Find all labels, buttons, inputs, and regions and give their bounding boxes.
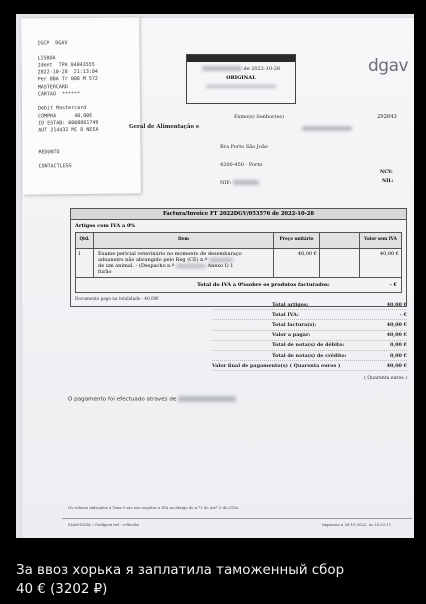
receipt-line: AUT 214432 MC D NEEA bbox=[38, 126, 99, 134]
receipt-line: MASTERCARD bbox=[37, 83, 68, 90]
totals-block bbox=[212, 300, 407, 381]
total-label: Valor a pagar: bbox=[272, 332, 311, 339]
receipt-line: COMPRA 40,00€ bbox=[38, 112, 93, 119]
post-caption bbox=[16, 562, 416, 599]
total-row bbox=[212, 300, 407, 310]
total-row bbox=[212, 331, 407, 341]
total-value: 0,00 € bbox=[389, 352, 407, 359]
payment-method-text: O pagamento foi efectuado através de bbox=[68, 396, 177, 403]
vat-section-title: Artigos com IVA a 0% bbox=[75, 223, 136, 229]
total-label: Total de nota(s) de crédito: bbox=[272, 352, 347, 359]
desc-line: de um animal. - (Despacho n.º bbox=[98, 263, 175, 269]
total-label: Total IVA: bbox=[272, 311, 299, 318]
nil-label: NIL: bbox=[382, 179, 394, 184]
header-original: ORIGINAL bbox=[226, 75, 256, 81]
redacted-block bbox=[206, 85, 276, 88]
total-row bbox=[212, 310, 407, 320]
total-value: 40,00 € bbox=[386, 321, 407, 328]
final-payment-row bbox=[212, 361, 407, 371]
receipt-line: Ident TPA 04043555 bbox=[37, 61, 95, 69]
items-grid bbox=[75, 232, 402, 293]
redacted-block bbox=[209, 258, 233, 262]
total-row bbox=[212, 320, 407, 330]
redacted-block bbox=[176, 264, 206, 268]
payment-method-line bbox=[68, 396, 236, 403]
desc-line: Anexo I) 1 bbox=[207, 263, 234, 269]
receipt-line: REDUNTO bbox=[38, 148, 60, 156]
document-photo bbox=[16, 14, 414, 538]
receipt-line: ID ESTAB: 0000061749 bbox=[38, 119, 99, 127]
desc-line: aduaneiro não abrangido pelo Reg (CE) n.º bbox=[98, 257, 208, 263]
col-qty: Qtd. bbox=[76, 233, 94, 248]
footer-divider bbox=[62, 518, 412, 519]
table-row bbox=[76, 249, 401, 277]
col-unit-price: Preço unitário bbox=[274, 233, 320, 248]
grid-header bbox=[76, 233, 401, 249]
caption-line-1: За ввоз хорька я заплатила таможенный сбор bbox=[16, 563, 345, 578]
col-item: Item bbox=[94, 233, 274, 248]
row-value: 40,00 € bbox=[379, 251, 399, 257]
row-blank bbox=[320, 249, 360, 277]
total-label: Total artigos: bbox=[272, 301, 309, 308]
addr-redact-row bbox=[302, 126, 410, 132]
final-payment-value: 40,00 € bbox=[386, 362, 407, 369]
logo-text: dgav bbox=[368, 56, 409, 76]
addr-label: Exmo(s) Senhor(es) bbox=[234, 114, 284, 120]
vat-total-row bbox=[76, 277, 401, 292]
invoice-table bbox=[70, 208, 407, 307]
caption-line-2: 40 € (3202 ₽) bbox=[16, 581, 108, 597]
redacted-block bbox=[202, 66, 242, 71]
row-qty: 1 bbox=[76, 249, 94, 277]
row-description bbox=[94, 249, 274, 277]
total-row bbox=[212, 341, 407, 351]
total-row bbox=[212, 351, 407, 361]
receipt-line: Per 0BA Tr 008 M 572 bbox=[37, 76, 98, 83]
payment-note: Documento pago na totalidade - 40,00€ bbox=[75, 296, 159, 301]
recipient-address bbox=[220, 114, 410, 186]
total-value: - € bbox=[399, 311, 407, 318]
final-payment-label: Valor final de pagamento(s) ( Quarenta euros ) bbox=[212, 362, 341, 369]
header-foot bbox=[187, 84, 295, 88]
redacted-block bbox=[233, 180, 259, 185]
totals-rows bbox=[212, 300, 407, 361]
redacted-block bbox=[178, 396, 236, 402]
col-blank bbox=[320, 233, 360, 248]
row-unit-price: 40,00 € bbox=[274, 249, 320, 277]
nif-label: NIF: bbox=[220, 180, 232, 186]
dgav-logo bbox=[368, 56, 408, 74]
total-label: Total de nota(s) de débito: bbox=[272, 342, 345, 349]
col-value: Valor sem IVA bbox=[364, 236, 397, 241]
vat-footnote: Os valores indicados à Taxa 0 são isto sujeitos a IVA ao abrigo do n.º2 do Artº 2 do CIVA. bbox=[68, 505, 240, 510]
desc-line: Exame pericial veterinário no momento de desembaraço bbox=[98, 251, 242, 257]
receipt-line: IGCP DGAV bbox=[37, 40, 68, 47]
vat-total-label: Total do IVA a 0%sobre os produtos facturados: bbox=[197, 282, 330, 288]
footer-printed: Impresso a 28-10-2022, às 20:52:11 bbox=[322, 522, 392, 527]
issuer-name: Geral de Alimentação e bbox=[129, 124, 200, 130]
desc-line: furão bbox=[98, 269, 112, 275]
total-value: 40,00 € bbox=[386, 301, 407, 308]
receipt-line: Debit Mastercard bbox=[37, 105, 87, 112]
addr-city: Bra Porto São João bbox=[220, 144, 268, 150]
total-value: 0,00 € bbox=[389, 342, 407, 349]
receipt-line: CARTAO ****** bbox=[37, 90, 81, 98]
receipt-line: 2022-10-28 21:13:04 bbox=[37, 68, 98, 76]
receipt-line: CONTACTLESS bbox=[38, 163, 72, 170]
total-value: 40,00 € bbox=[386, 332, 407, 339]
invoice-header-box bbox=[186, 54, 296, 104]
reference-number: 292643 bbox=[377, 114, 397, 120]
ncv-label: NCV: bbox=[380, 170, 393, 175]
header-date-row bbox=[187, 66, 295, 72]
total-label: Total factura(s): bbox=[272, 321, 317, 328]
vat-total-value: - € bbox=[389, 282, 397, 288]
card-receipt bbox=[21, 17, 141, 194]
header-date: de 2022-10-28 bbox=[243, 66, 281, 72]
invoice-title: Factura/Invoice FT 2022DGV/053576 de 2022-10-28 bbox=[71, 209, 406, 220]
addr-postcode: 4200-450 - Porto bbox=[220, 162, 263, 168]
header-bar bbox=[187, 55, 295, 62]
amount-in-words: ( Quarenta euros ) bbox=[364, 376, 407, 382]
receipt-line: LISBOA bbox=[37, 54, 56, 61]
footer-system: SIAM-DGAV / Godigest ref - e-Recibo bbox=[68, 522, 140, 527]
redacted-block bbox=[302, 126, 352, 131]
invoice-page bbox=[22, 18, 414, 538]
